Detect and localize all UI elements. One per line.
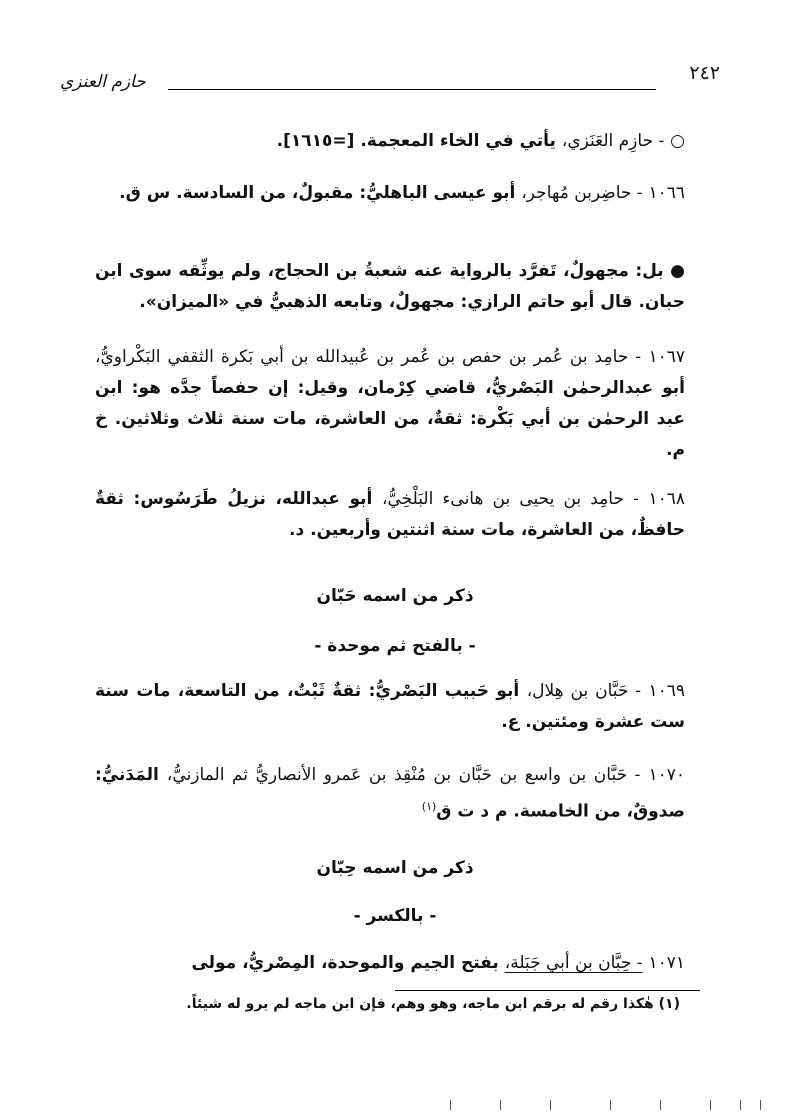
entry-text: المَدَنيُّ: صدوقٌ، من الخامسة. م د ت ق (95, 765, 685, 822)
entry-1068 (95, 484, 685, 546)
entry-1070 (95, 760, 685, 828)
entry-number: ١٠٧١ (648, 953, 685, 973)
entry-number: ١٠٦٩ (648, 681, 686, 701)
entry-number: ١٠٦٨ (648, 489, 686, 509)
entry-1066 (95, 178, 685, 209)
running-header (60, 60, 720, 94)
filled-circle-icon: ● (670, 261, 685, 281)
entry-text: أبو حَبيب البَصْريُّ: ثقةٌ ثَبْتٌ، من التاسعة، مات سنة ست عشرة ومئتين. ع. (95, 681, 685, 732)
footnote-text: هٰكذا رقم له برقم ابن ماجه، وهو وهم، فإن ابن ماجه لم يرو له شيئاً. (186, 996, 654, 1012)
entry-symbols: س ق. (119, 183, 171, 203)
entry-text: يأتي في الخاء المعجمة. [=١٦١٥]. (276, 131, 556, 151)
scan-artifacts (440, 1100, 770, 1114)
entry-number: ١٠٧٠ (648, 765, 686, 785)
hollow-circle-icon: ○ (670, 131, 685, 151)
footnote-rule (395, 990, 700, 991)
entry-number: ١٠٦٦ (648, 183, 685, 203)
entry-text: أبو عبدالله، نزيلُ طَرَسُوس: ثقةٌ حافظٌ، من العاشرة، مات سنة اثنتين وأربعين. د. (95, 489, 685, 540)
section-title-hibban: ذكر من اسمه حِبّان (316, 858, 474, 878)
entry-commentary (95, 256, 685, 318)
entry-text: أبو عبدالرحمٰن البَصْريُّ، قاضي كِرْمان، وقيل: إن حفصاً جدَّه هو: ابن عبد الرحمٰن بن أبي بَكْرة: ثقةٌ، من العاشرة، مات سنة ثلاث وثلاثين. خ م. (95, 378, 685, 460)
entry-number: ١٠٦٧ (648, 347, 686, 367)
entry-text: بل: مجهولٌ، تَفرَّد بالرواية عنه شعبةُ بن الحجاج، ولم يوثِّقه سوى ابن حبان. قال أبو حاتم الرازي: مجهولٌ، وتابعه الذهبيُّ في «الميزان». (95, 261, 685, 312)
entry-name: - حاضِربن مُهاجر، (521, 183, 643, 203)
entry-name: - حَبَّان بن هِلال، (526, 681, 642, 701)
section-title-habban: ذكر من اسمه حَبّان (316, 586, 474, 606)
entry-1069 (95, 676, 685, 738)
entry-name: - حامِد بن يحيى بن هانىء البَلْخِيُّ، (382, 489, 639, 509)
entry-name: - حَبَّان بن واسع بن حَبَّان بن مُنْقِذ بن عَمرو الأنصاريُّ ثم المازنيُّ، (166, 765, 641, 785)
page-number: ٢٤٢ (689, 62, 720, 84)
entry-cross-reference (95, 126, 685, 157)
entry-text: بفتح الجيم والموحدة، المِصْريُّ، مولى (191, 953, 499, 973)
section-subtitle-kasr: - بالكسر - (353, 906, 437, 926)
entry-1067 (95, 342, 685, 466)
footnote (100, 992, 680, 1016)
entry-1071 (95, 948, 685, 979)
entry-name: - حامِد بن عُمر بن حفص بن عُمر بن عُبيدالله بن أبي بَكرة الثقفي البَكْراويُّ، (95, 347, 641, 367)
running-title: حازم العنزي (60, 72, 146, 92)
entry-name: - حازِم العَنَزي، (561, 131, 665, 151)
footnote-reference: (١) (421, 800, 437, 813)
header-rule (168, 89, 656, 90)
entry-text: أبو عيسى الباهليُّ: مقبولٌ، من السادسة. (176, 183, 516, 203)
section-subtitle-fath: - بالفتح ثم موحدة - (314, 636, 476, 656)
footnote-marker: (١) (658, 996, 680, 1012)
entry-name: - حِبَّان بن أبي جَبَلة، (504, 953, 643, 973)
